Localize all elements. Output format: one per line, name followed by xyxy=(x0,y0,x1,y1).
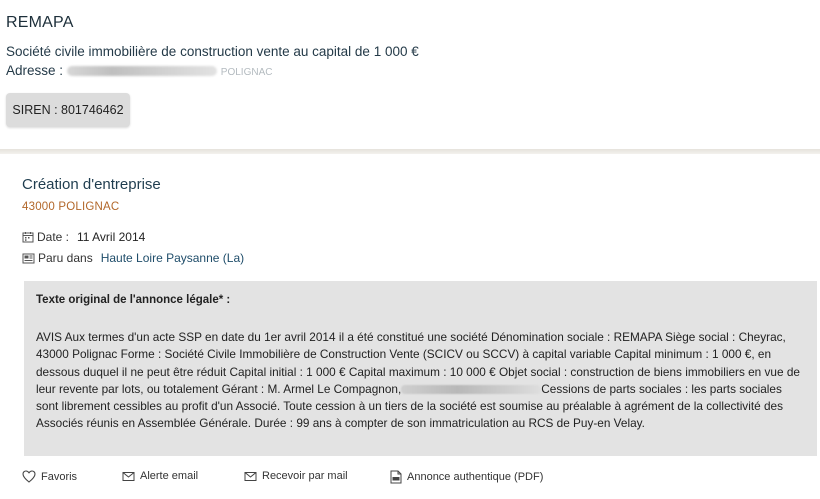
receive-mail-label: Recevoir par mail xyxy=(262,470,348,482)
envelope-icon xyxy=(122,471,135,482)
announcement-date xyxy=(22,230,145,244)
favorite-button[interactable] xyxy=(22,470,77,483)
date-value: 11 Avril 2014 xyxy=(77,230,146,244)
email-alert-label: Alerte email xyxy=(140,470,199,482)
announcement-published xyxy=(22,251,244,265)
favorite-label: Favoris xyxy=(41,470,78,483)
announcement-title: Création d'entreprise xyxy=(22,176,161,193)
address-label: Adresse : xyxy=(6,63,64,78)
published-link[interactable]: Haute Loire Paysanne (La) xyxy=(100,251,245,265)
address-redacted xyxy=(67,66,217,76)
calendar-icon xyxy=(22,231,34,243)
section-divider xyxy=(0,149,820,154)
date-label: Date : xyxy=(37,230,70,244)
original-text-part1: AVIS Aux termes d'un acte SSP en date du 1er avril 2014 il a été constitué une société Dénomination sociale : REMAPA Siège social : Cheyrac, 43000 Polignac Forme : Société Civile Immobilière de Construction Vente (SCICV ou SCCV) à capital variable Capital minimum : 1 000 €, en dessous duquel il ne peut être réduit Capital initial : 1 000 € Capital maximum : 10 000 € Objet social : construction de biens immobiliers en vue de leur revente par lots, ou totalement Gérant : M. Armel Le Compagnon, xyxy=(36,330,800,396)
pdf-label: Annonce authentique (PDF) xyxy=(407,471,544,483)
heart-icon xyxy=(22,470,36,483)
siren-badge[interactable]: SIREN : 801746462 xyxy=(6,93,130,127)
newspaper-icon xyxy=(22,253,35,264)
pdf-button[interactable] xyxy=(390,470,543,484)
company-description: Société civile immobilière de construction vente au capital de 1 000 € xyxy=(6,44,419,59)
company-header xyxy=(0,0,820,150)
company-name: REMAPA xyxy=(6,14,74,31)
envelope-icon xyxy=(244,471,257,482)
original-text-part2: Cessions de parts sociales : les parts sociales sont librement cessibles au profit d'un Associé. Toute cession à un tiers de la société est soumise au préalable à agrément de la collectivité des Associés réunis en Assemblée Générale. Durée : 99 ans à compter de son immatriculation au RCS de Puy-en Velay. xyxy=(36,381,783,431)
announcement-city: 43000 POLIGNAC xyxy=(22,201,120,213)
original-text-body xyxy=(36,329,806,433)
company-address xyxy=(6,63,272,78)
email-alert-button[interactable] xyxy=(122,470,198,482)
original-text-box xyxy=(24,281,817,456)
address-visible: POLIGNAC xyxy=(220,67,273,78)
text-redacted xyxy=(401,385,541,394)
receive-mail-button[interactable] xyxy=(244,470,348,482)
pdf-file-icon xyxy=(390,470,402,484)
published-label: Paru dans xyxy=(38,251,93,265)
original-text-title: Texte original de l'annonce légale* : xyxy=(36,294,231,306)
